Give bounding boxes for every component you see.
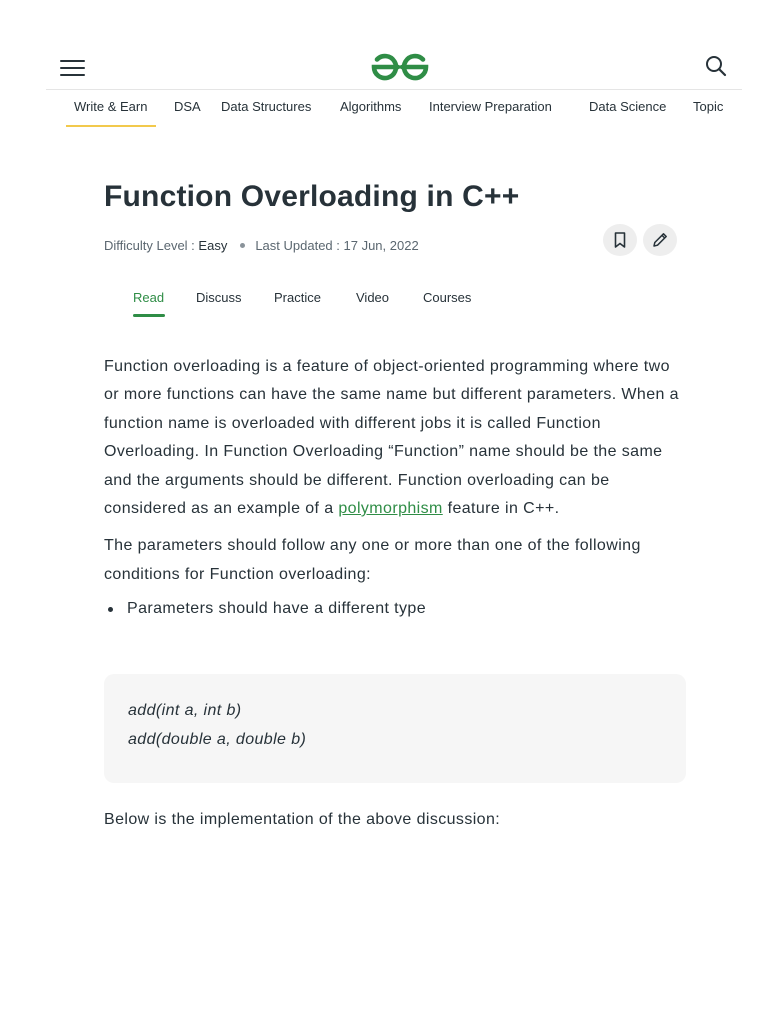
list-item: Parameters should have a different type: [104, 595, 688, 623]
category-data-science[interactable]: Data Science: [589, 99, 667, 114]
polymorphism-link[interactable]: polymorphism: [338, 500, 443, 518]
category-algorithms[interactable]: Algorithms: [340, 99, 402, 114]
category-interview-preparation[interactable]: Interview Preparation: [429, 99, 552, 114]
tab-video[interactable]: Video: [356, 290, 390, 305]
category-data-structures[interactable]: Data Structures: [221, 99, 312, 114]
tab-courses[interactable]: Courses: [423, 290, 472, 305]
updated-value: 17 Jun, 2022: [343, 238, 419, 253]
category-topic[interactable]: Topic: [693, 99, 724, 114]
tab-discuss[interactable]: Discuss: [196, 290, 242, 305]
page-title: Function Overloading in C++: [104, 180, 520, 213]
top-header: [0, 0, 768, 90]
tab-practice[interactable]: Practice: [274, 290, 321, 305]
code-line: add(int a, int b): [128, 702, 242, 719]
intro-text: Function overloading is a feature of object-oriented programming where two or more functions can have the same name but different parameters. When a function name is overloaded with different jobs it is called Function Overloading. In Function Overloading “Function” name should be the same and the arguments should be different. Function overloading can be considered as an example of a: [104, 358, 679, 518]
intro-text-end: feature in C++.: [442, 500, 560, 518]
bookmark-button[interactable]: [603, 224, 637, 256]
code-line: add(double a, double b): [128, 731, 307, 748]
article-body: [104, 353, 688, 624]
bookmark-icon: [611, 231, 629, 249]
article-meta: [104, 238, 419, 253]
conditions-list: [104, 595, 688, 623]
edit-button[interactable]: [643, 224, 677, 256]
hamburger-menu-icon[interactable]: [56, 52, 90, 82]
tab-read[interactable]: Read: [133, 290, 164, 317]
category-write-and-earn[interactable]: Write & Earn: [74, 90, 147, 127]
code-example: [104, 674, 686, 783]
category-nav: [46, 89, 742, 129]
category-dsa[interactable]: DSA: [174, 99, 201, 114]
difficulty-value[interactable]: Easy: [198, 238, 228, 253]
gfg-logo-icon[interactable]: [368, 50, 432, 84]
conditions-paragraph: The parameters should follow any one or more than one of the following conditions for Function overloading:: [104, 537, 641, 583]
intro-paragraph: [104, 353, 688, 523]
implementation-paragraph: Below is the implementation of the above discussion:: [104, 811, 501, 828]
pencil-icon: [651, 231, 669, 249]
updated-label: Last Updated :: [255, 238, 344, 253]
search-icon[interactable]: [700, 50, 732, 82]
difficulty-label: Difficulty Level :: [104, 238, 199, 253]
meta-separator: [240, 243, 245, 248]
